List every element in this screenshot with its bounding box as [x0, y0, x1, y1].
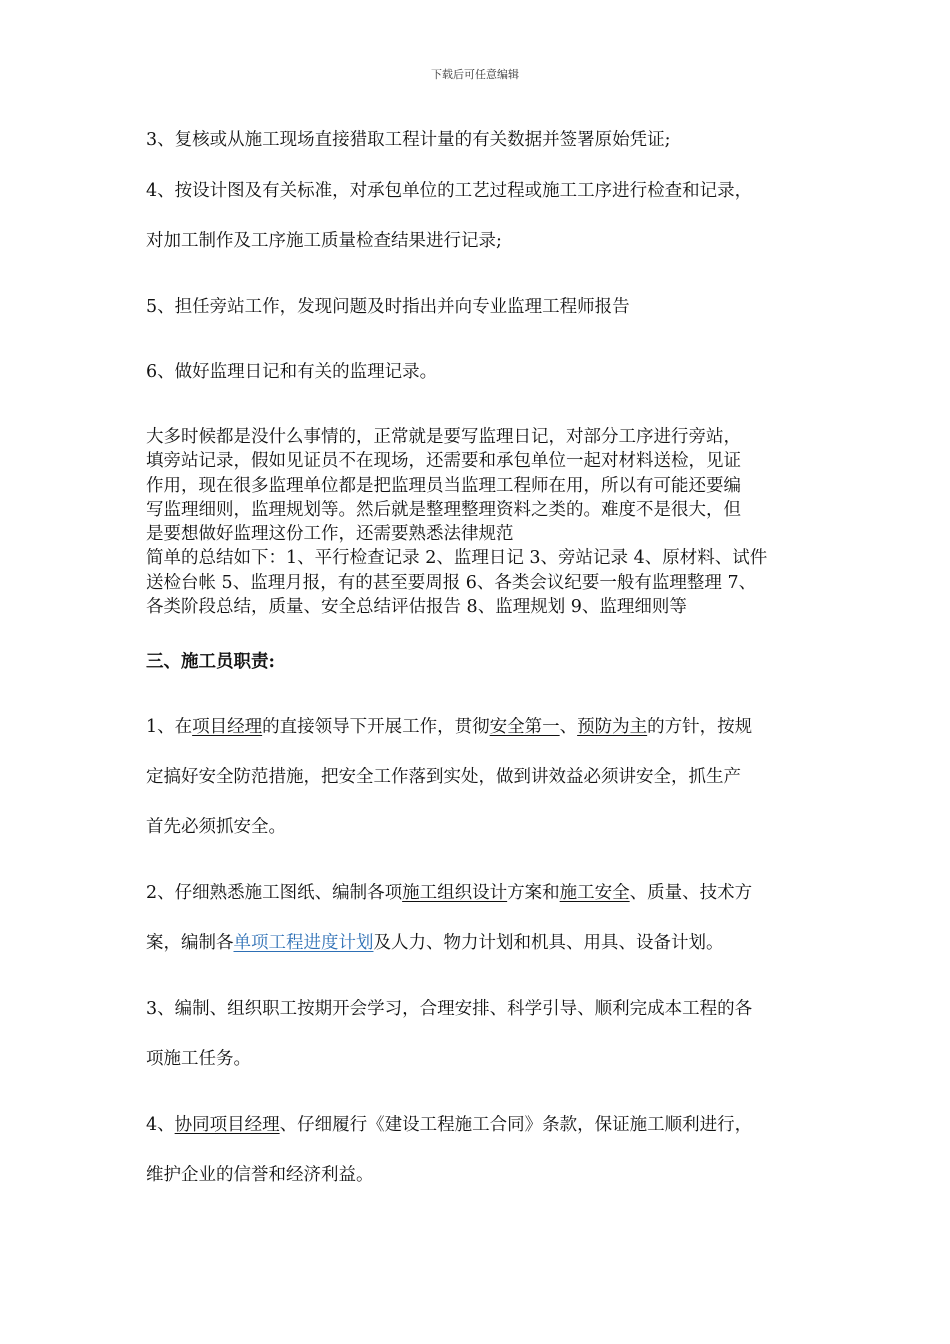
duty-item-6: 6、做好监理日记和有关的监理记录。 — [146, 362, 438, 382]
duty-item-5: 5、担任旁站工作，发现问题及时指出并向专业监理工程师报告 — [146, 297, 630, 317]
summary-paragraph — [146, 425, 826, 619]
link-safety-first[interactable]: 安全第一 — [489, 717, 560, 737]
section-heading: 三、施工员职责: — [146, 652, 275, 672]
link-construction-safety[interactable]: 施工安全 — [559, 883, 630, 903]
summary-line: 简单的总结如下：1、平行检查记录 2、监理日记 3、旁站记录 4、原材料、试件 — [146, 548, 768, 569]
link-progress-plan[interactable]: 单项工程进度计划 — [233, 933, 374, 953]
summary-line: 是要想做好监理这份工作，还需要熟悉法律规范 — [146, 524, 514, 545]
constructor-duty-1-line3: 首先必须抓安全。 — [146, 817, 286, 837]
link-assist-project-manager[interactable]: 协同项目经理 — [174, 1115, 280, 1135]
summary-line: 作用，现在很多监理单位都是把监理员当监理工程师在用，所以有可能还要编 — [146, 475, 741, 496]
constructor-duty-1-line2: 定搞好安全防范措施，把安全工作落到实处，做到讲效益必须讲安全，抓生产 — [146, 767, 741, 787]
link-project-manager[interactable]: 项目经理 — [192, 717, 263, 737]
constructor-duty-1-line1: 1、在项目经理的直接领导下开展工作，贯彻安全第一、预防为主的方针，按规 — [146, 717, 753, 737]
constructor-duty-4-line2: 维护企业的信誉和经济利益。 — [146, 1165, 374, 1185]
summary-line: 各类阶段总结，质量、安全总结评估报告 8、监理规划 9、监理细则等 — [146, 597, 687, 618]
constructor-duty-3-line2: 项施工任务。 — [146, 1049, 251, 1069]
summary-line: 填旁站记录，假如见证员不在现场，还需要和承包单位一起对材料送检，见证 — [146, 451, 741, 472]
summary-line: 送检台帐 5、监理月报，有的甚至要周报 6、各类会议纪要一般有监理整理 7、 — [146, 572, 757, 593]
duty-item-3: 3、复核或从施工现场直接猎取工程计量的有关数据并签署原始凭证; — [146, 130, 671, 150]
link-prevention-first[interactable]: 预防为主 — [577, 717, 648, 737]
constructor-duty-2-line2: 案，编制各单项工程进度计划及人力、物力计划和机具、用具、设备计划。 — [146, 933, 724, 953]
page-header: 下载后可任意编辑 — [431, 68, 519, 81]
duty-item-4-line2: 对加工制作及工序施工质量检查结果进行记录; — [146, 231, 502, 251]
constructor-duty-4-line1: 4、协同项目经理、仔细履行《建设工程施工合同》条款，保证施工顺利进行， — [146, 1115, 753, 1135]
summary-line: 大多时候都是没什么事情的，正常就是要写监理日记，对部分工序进行旁站， — [146, 427, 741, 447]
summary-line: 写监理细则，监理规划等。然后就是整理整理资料之类的。难度不是很大，但 — [146, 499, 741, 520]
duty-item-4-line1: 4、按设计图及有关标准，对承包单位的工艺过程或施工工序进行检查和记录， — [146, 181, 753, 201]
link-construction-design[interactable]: 施工组织设计 — [402, 883, 508, 903]
constructor-duty-2-line1: 2、仔细熟悉施工图纸、编制各项施工组织设计方案和施工安全、质量、技术方 — [146, 883, 753, 903]
constructor-duty-3-line1: 3、编制、组织职工按期开会学习，合理安排、科学引导、顺利完成本工程的各 — [146, 999, 753, 1019]
